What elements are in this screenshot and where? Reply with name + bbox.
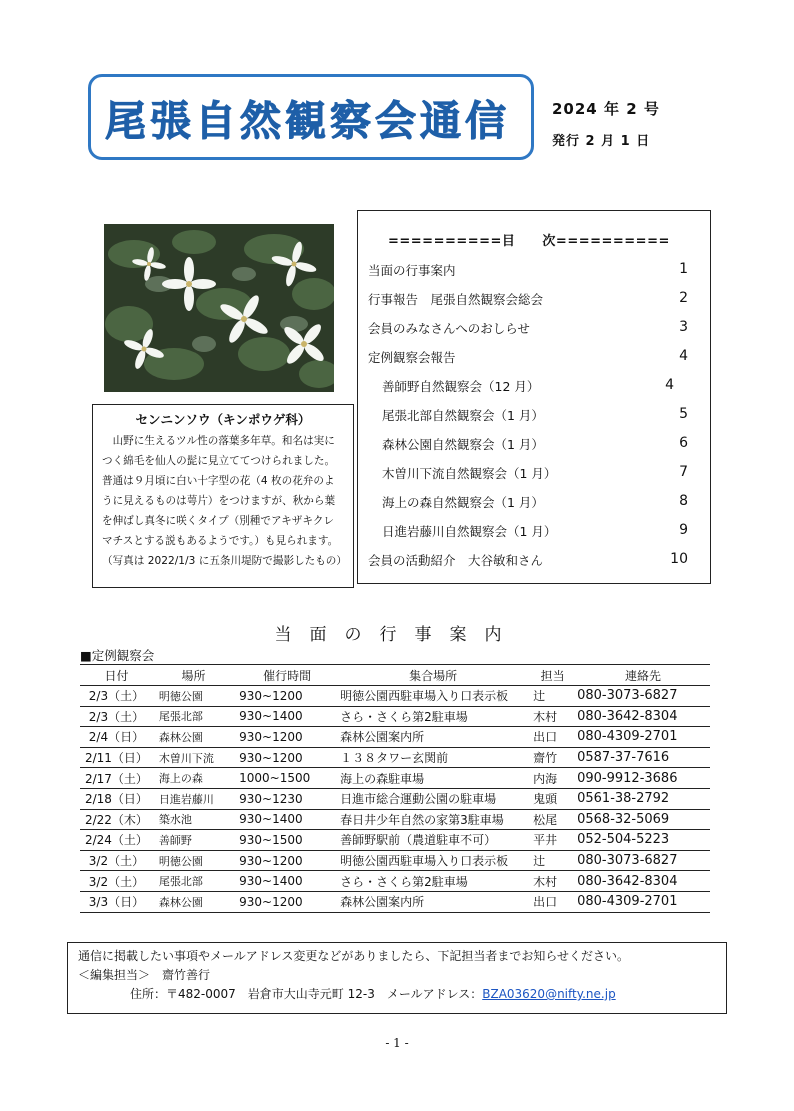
cell-contact: 080-3642-8304 [573, 706, 710, 727]
cell-place: 森林公園 [153, 727, 229, 748]
cell-place: 尾張北部 [153, 706, 229, 727]
caption-body: 山野に生えるツル性の落葉多年草。和名は実につく綿毛を仙人の髭に見立ててつけられました。普通は９月頃に白い十字型の花（4 枚の花弁のように見えるものは萼片）をつけますが、秋から葉を伸ばし真冬に咲くタイプ（別種でアキザキクレマチスとする説もあるようです。）も見られます。（写真は 2022/1/3 に五条川堤防で撮影したもの） [102, 435, 347, 567]
cell-time: 930~1200 [229, 891, 336, 912]
email-link[interactable]: BZA03620@nifty.ne.jp [482, 987, 616, 1001]
cell-contact: 080-3073-6827 [573, 686, 710, 707]
cell-date: 2/11（日） [80, 747, 153, 768]
cell-person: 内海 [527, 768, 573, 789]
cell-time: 930~1400 [229, 809, 336, 830]
cell-date: 2/3（土） [80, 686, 153, 707]
schedule-title: 当面の行事案内 [274, 625, 520, 645]
toc-item-page: 10 [670, 551, 688, 567]
cell-meeting-place: 森林公園案内所 [336, 891, 527, 912]
col-header-meeting-place: 集合場所 [336, 665, 527, 686]
cell-time: 930~1200 [229, 727, 336, 748]
cell-time: 930~1200 [229, 850, 336, 871]
cell-time: 930~1400 [229, 706, 336, 727]
cell-place: 海上の森 [153, 768, 229, 789]
col-header-contact: 連絡先 [573, 665, 710, 686]
cell-time: 930~1500 [229, 830, 336, 851]
table-row [80, 788, 710, 809]
cell-meeting-place: 明徳公園西駐車場入り口表示板 [336, 686, 527, 707]
cell-meeting-place: さら・さくら第2駐車場 [336, 706, 527, 727]
cell-time: 930~1400 [229, 871, 336, 892]
cell-contact: 0561-38-2792 [573, 788, 710, 809]
issue-number: 2024 年 2 号 [552, 100, 660, 118]
cell-place: 築水池 [153, 809, 229, 830]
toc-item-page: 2 [679, 290, 688, 306]
cell-person: 辻 [527, 686, 573, 707]
cell-time: 930~1200 [229, 686, 336, 707]
cell-person: 松尾 [527, 809, 573, 830]
table-of-contents [357, 210, 711, 584]
toc-subitem[interactable] [368, 406, 698, 426]
table-row [80, 891, 710, 912]
toc-item-label: 海上の森自然観察会（1 月） [382, 495, 544, 510]
flower-photo [104, 224, 334, 392]
cell-place: 善師野 [153, 830, 229, 851]
toc-item[interactable] [368, 290, 698, 310]
toc-item[interactable] [368, 551, 698, 571]
toc-item-label: 日進岩藤川自然観察会（1 月） [382, 524, 557, 539]
cell-date: 2/4（日） [80, 727, 153, 748]
cell-contact: 0587-37-7616 [573, 747, 710, 768]
cell-date: 2/17（土） [80, 768, 153, 789]
cell-place: 明徳公園 [153, 850, 229, 871]
cell-time: 1000~1500 [229, 768, 336, 789]
table-row [80, 871, 710, 892]
cell-place: 尾張北部 [153, 871, 229, 892]
toc-item-page: 1 [679, 261, 688, 277]
table-row [80, 706, 710, 727]
cell-time: 930~1200 [229, 747, 336, 768]
toc-item[interactable] [368, 319, 698, 339]
cell-contact: 0568-32-5069 [573, 809, 710, 830]
table-row [80, 686, 710, 707]
toc-item-page: 4 [679, 348, 688, 364]
footer-address-line [78, 985, 716, 1004]
toc-item[interactable] [368, 348, 698, 368]
toc-item-label: 会員の活動紹介 大谷敏和さん [368, 553, 544, 568]
cell-person: 木村 [527, 706, 573, 727]
table-row [80, 830, 710, 851]
footer-address: 住所：〒482-0007 岩倉市大山寺元町 12-3 メールアドレス： [130, 987, 483, 1001]
table-row [80, 768, 710, 789]
table-header-row [80, 665, 710, 686]
cell-person: 鬼頭 [527, 788, 573, 809]
toc-item-label: 定例観察会報告 [368, 350, 456, 365]
editor-contact-box [67, 942, 727, 1014]
newsletter-title: 尾張自然観察会通信 [105, 96, 510, 145]
cell-place: 森林公園 [153, 891, 229, 912]
cell-meeting-place: 春日井少年自然の家第3駐車場 [336, 809, 527, 830]
cell-person: 齋竹 [527, 747, 573, 768]
toc-subitem[interactable] [368, 522, 698, 542]
toc-item[interactable] [368, 261, 698, 281]
toc-item-page: 5 [679, 406, 688, 422]
table-row [80, 850, 710, 871]
toc-item-label: 森林公園自然観察会（1 月） [382, 437, 544, 452]
cell-date: 2/3（土） [80, 706, 153, 727]
toc-item-page: 9 [679, 522, 688, 538]
toc-item-page: 7 [679, 464, 688, 480]
cell-person: 出口 [527, 727, 573, 748]
photo-caption-box [92, 404, 354, 588]
cell-meeting-place: 日進市総合運動公園の駐車場 [336, 788, 527, 809]
toc-subitem[interactable] [368, 464, 698, 484]
cell-time: 930~1230 [229, 788, 336, 809]
toc-item-label: 当面の行事案内 [368, 263, 456, 278]
cell-contact: 080-3642-8304 [573, 871, 710, 892]
table-row [80, 809, 710, 830]
caption-title: センニンソウ（キンポウゲ科） [135, 412, 311, 427]
cell-meeting-place: さら・さくら第2駐車場 [336, 871, 527, 892]
toc-item-label: 木曽川下流自然観察会（1 月） [382, 466, 557, 481]
footer-notice: 通信に掲載したい事項やメールアドレス変更などがありましたら、下記担当者までお知らせください。 [78, 949, 630, 963]
clematis-flowers-image [104, 224, 334, 392]
cell-person: 辻 [527, 850, 573, 871]
cell-person: 木村 [527, 871, 573, 892]
toc-subitem[interactable] [368, 377, 698, 397]
footer-editor: ＜編集担当＞ 齋竹善行 [78, 968, 211, 982]
col-header-time: 催行時間 [229, 665, 336, 686]
schedule-table [80, 664, 710, 913]
cell-meeting-place: １３８タワー玄関前 [336, 747, 527, 768]
cell-meeting-place: 海上の森駐車場 [336, 768, 527, 789]
cell-person: 出口 [527, 891, 573, 912]
masthead-frame [88, 74, 534, 160]
toc-item-page: 8 [679, 493, 688, 509]
cell-meeting-place: 明徳公園西駐車場入り口表示板 [336, 850, 527, 871]
cell-place: 明徳公園 [153, 686, 229, 707]
col-header-place: 場所 [153, 665, 229, 686]
cell-contact: 052-504-5223 [573, 830, 710, 851]
cell-date: 2/24（土） [80, 830, 153, 851]
toc-item-label: 善師野自然観察会（12 月） [382, 379, 540, 394]
cell-contact: 080-4309-2701 [573, 727, 710, 748]
page-number: - 1 - [385, 1036, 409, 1050]
cell-meeting-place: 森林公園案内所 [336, 727, 527, 748]
toc-subitem[interactable] [368, 493, 698, 513]
toc-item-page: 4 [665, 377, 674, 393]
cell-person: 平井 [527, 830, 573, 851]
toc-item-label: 会員のみなさんへのおしらせ [368, 321, 530, 336]
cell-date: 3/2（土） [80, 871, 153, 892]
issue-date: 発行 2 月 1 日 [552, 134, 651, 149]
toc-item-label: 行事報告 尾張自然観察会総会 [368, 292, 544, 307]
table-row [80, 727, 710, 748]
cell-meeting-place: 善師野駅前（農道駐車不可） [336, 830, 527, 851]
cell-date: 2/22（木） [80, 809, 153, 830]
cell-place: 木曽川下流 [153, 747, 229, 768]
toc-item-page: 3 [679, 319, 688, 335]
cell-date: 2/18（日） [80, 788, 153, 809]
cell-contact: 080-4309-2701 [573, 891, 710, 912]
cell-date: 3/3（日） [80, 891, 153, 912]
toc-subitem[interactable] [368, 435, 698, 455]
col-header-person: 担当 [527, 665, 573, 686]
table-row [80, 747, 710, 768]
cell-contact: 090-9912-3686 [573, 768, 710, 789]
toc-item-page: 6 [679, 435, 688, 451]
cell-place: 日進岩藤川 [153, 788, 229, 809]
col-header-date: 日付 [80, 665, 153, 686]
cell-contact: 080-3073-6827 [573, 850, 710, 871]
toc-heading: ==========目 次========== [388, 234, 670, 249]
cell-date: 3/2（土） [80, 850, 153, 871]
toc-item-label: 尾張北部自然観察会（1 月） [382, 408, 544, 423]
schedule-subtitle: ■定例観察会 [80, 648, 155, 663]
